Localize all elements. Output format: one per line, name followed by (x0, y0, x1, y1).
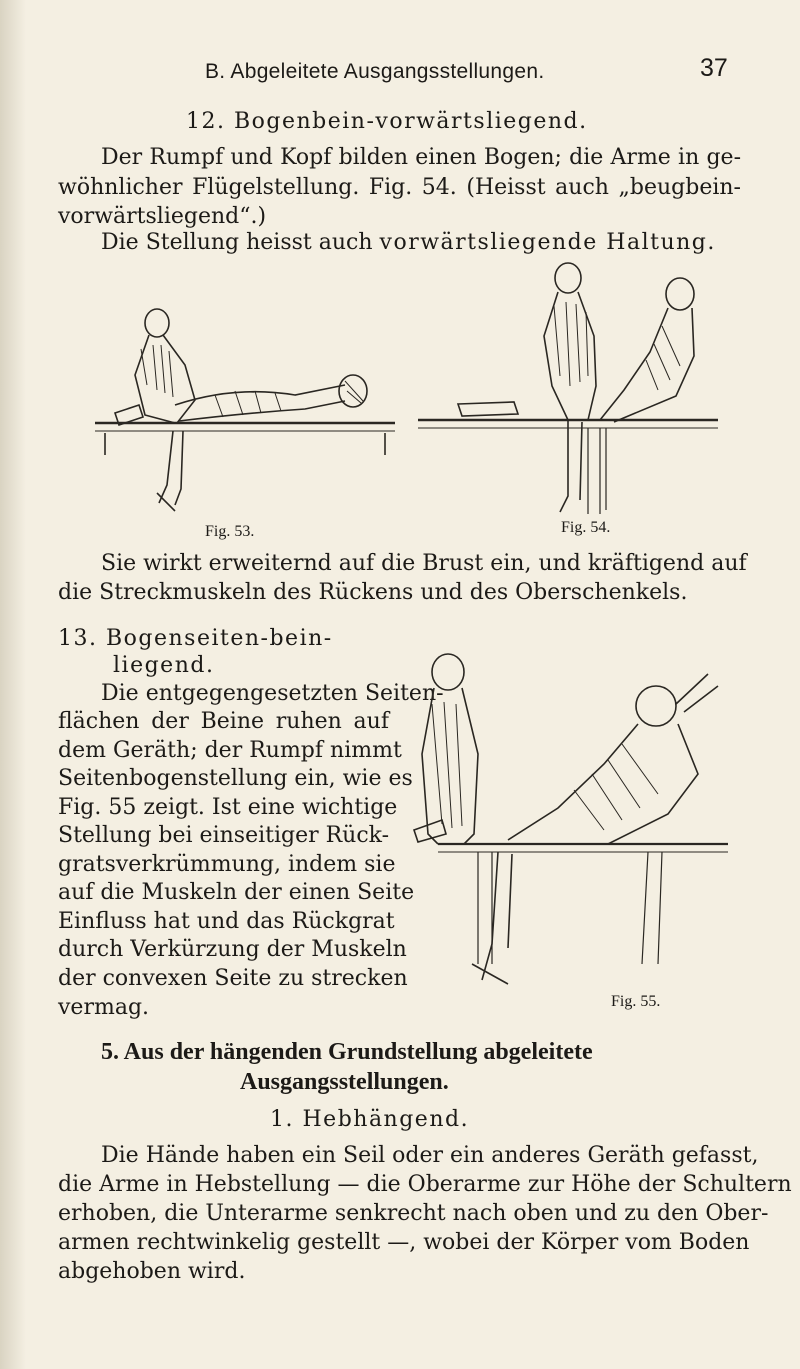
running-title: B. Abgeleitete Ausgangsstellungen. (205, 60, 545, 83)
figure-53-caption: Fig. 53. (205, 523, 255, 540)
figure-55-caption: Fig. 55. (611, 993, 661, 1010)
section-13-line-4: Seitenbogenstellung ein, wie es (58, 766, 413, 791)
section-13-line-12: vermag. (58, 995, 150, 1020)
section-12-line-4 (101, 229, 716, 257)
section-12-title: 12. Bogenbein-vorwärtsliegend. (186, 109, 588, 134)
section-1-line-2: die Arme in Hebstellung — die Oberarme zur Höhe der Schultern (58, 1172, 792, 1197)
page-number: 37 (700, 54, 728, 82)
section-13-line-3: dem Geräth; der Rumpf nimmt (58, 738, 402, 763)
section-1-line-1: Die Hände haben ein Seil oder ein anderes Geräth gefasst, (101, 1143, 759, 1168)
figure-54-illustration (418, 256, 718, 518)
section-13-line-10: durch Verkürzung der Muskeln (58, 937, 407, 962)
section-12-line-1: Der Rumpf und Kopf bilden einen Bogen; die Arme in ge- (101, 145, 741, 170)
page-gutter-shadow (0, 0, 26, 1369)
section-13-line-7: gratsverkrümmung, indem sie (58, 852, 396, 877)
section-13-title-line-2: liegend. (113, 653, 215, 678)
figure-53-illustration (95, 305, 395, 515)
section-12-line-4-prefix: Die Stellung heisst auch (101, 230, 373, 255)
figure-54-caption: Fig. 54. (561, 519, 611, 536)
section-1-line-5: abgehoben wird. (58, 1259, 246, 1284)
section-13-line-1: Die entgegengesetzten Seiten- (101, 681, 444, 706)
effect-line-1: Sie wirkt erweiternd auf die Brust ein, und kräftigend auf (101, 551, 747, 576)
effect-line-2: die Streckmuskeln des Rückens und des Oberschenkels. (58, 580, 688, 605)
chapter-5-title-line-1: 5. Aus der hängenden Grundstellung abgeleitete (101, 1039, 593, 1065)
section-13-line-5: Fig. 55 zeigt. Ist eine wichtige (58, 795, 398, 820)
section-1-title: 1. Hebhängend. (270, 1107, 470, 1132)
section-13-line-6: Stellung bei einseitiger Rück- (58, 823, 390, 848)
figure-55-illustration (408, 644, 748, 994)
figure-54-svg (418, 256, 718, 518)
figure-53-svg (95, 305, 395, 515)
section-13-line-11: der convexen Seite zu strecken (58, 966, 408, 991)
chapter-5-title-line-2: Ausgangsstellungen. (240, 1069, 449, 1095)
section-1-line-4: armen rechtwinkelig gestellt —, wobei der Körper vom Boden (58, 1230, 750, 1255)
section-13-line-2: flächen der Beine ruhen auf (58, 709, 389, 734)
section-13-title-line-1: 13. Bogenseiten-bein- (58, 626, 333, 651)
section-12-line-3: vorwärtsliegend“.) (58, 204, 267, 229)
section-1-line-3: erhoben, die Unterarme senkrecht nach oben und zu den Ober- (58, 1201, 769, 1226)
section-13-line-9: Einfluss hat und das Rückgrat (58, 909, 395, 934)
section-12-line-4-spaced: vorwärtsliegende Haltung. (379, 230, 716, 255)
section-13-line-8: auf die Muskeln der einen Seite (58, 880, 415, 905)
section-12-line-2: wöhnlicher Flügelstellung. Fig. 54. (Heisst auch „beugbein- (58, 175, 741, 200)
figure-55-svg (408, 644, 748, 994)
